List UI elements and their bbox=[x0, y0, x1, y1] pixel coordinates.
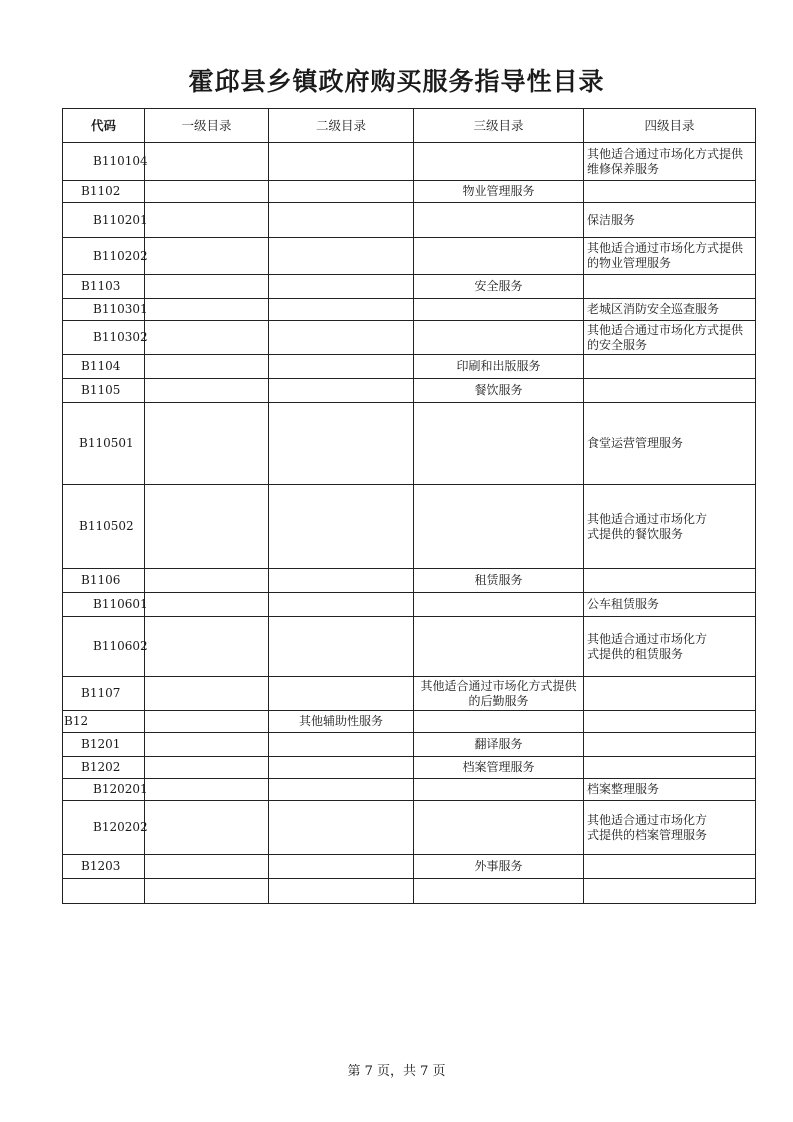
level4-cell: 食堂运营管理服务 bbox=[584, 403, 756, 485]
level1-cell bbox=[145, 779, 269, 801]
level4-cell bbox=[584, 757, 756, 779]
level1-cell bbox=[145, 879, 269, 904]
table-row bbox=[63, 181, 756, 203]
page-title: 霍邱县乡镇政府购买服务指导性目录 bbox=[188, 67, 605, 96]
level1-cell bbox=[145, 321, 269, 355]
table-row bbox=[63, 321, 756, 355]
code-cell: B110201 bbox=[63, 203, 145, 238]
level3-cell bbox=[414, 238, 584, 275]
level1-cell bbox=[145, 855, 269, 879]
level3-cell: 物业管理服务 bbox=[414, 181, 584, 203]
level3-cell: 其他适合通过市场化方式提供的后勤服务 bbox=[414, 677, 584, 711]
code-cell: B1107 bbox=[63, 677, 145, 711]
level2-cell bbox=[269, 143, 414, 181]
level2-cell bbox=[269, 321, 414, 355]
table-row bbox=[63, 593, 756, 617]
level3-cell bbox=[414, 617, 584, 677]
header-level3: 三级目录 bbox=[414, 109, 584, 143]
level2-cell bbox=[269, 275, 414, 299]
code-cell: B1201 bbox=[63, 733, 145, 757]
code-cell: B120202 bbox=[63, 801, 145, 855]
level3-cell bbox=[414, 779, 584, 801]
level2-cell bbox=[269, 617, 414, 677]
level2-cell bbox=[269, 593, 414, 617]
level1-cell bbox=[145, 711, 269, 733]
table-row bbox=[63, 379, 756, 403]
level4-cell: 其他适合通过市场化方式提供的物业管理服务 bbox=[584, 238, 756, 275]
level3-cell: 印刷和出版服务 bbox=[414, 355, 584, 379]
level4-cell bbox=[584, 181, 756, 203]
level2-cell bbox=[269, 403, 414, 485]
table-row bbox=[63, 617, 756, 677]
table-row bbox=[63, 733, 756, 757]
level4-cell: 老城区消防安全巡查服务 bbox=[584, 299, 756, 321]
level4-cell: 其他适合通过市场化方式提供的租赁服务 bbox=[584, 617, 756, 677]
code-cell: B1103 bbox=[63, 275, 145, 299]
level2-cell bbox=[269, 677, 414, 711]
table-row bbox=[63, 569, 756, 593]
level2-cell bbox=[269, 801, 414, 855]
code-cell: B110502 bbox=[63, 485, 145, 569]
level2-cell bbox=[269, 379, 414, 403]
code-cell: B120201 bbox=[63, 779, 145, 801]
level2-cell bbox=[269, 181, 414, 203]
code-cell: B110104 bbox=[63, 143, 145, 181]
level2-cell bbox=[269, 779, 414, 801]
level3-cell: 餐饮服务 bbox=[414, 379, 584, 403]
level2-cell bbox=[269, 203, 414, 238]
level4-cell bbox=[584, 733, 756, 757]
level1-cell bbox=[145, 733, 269, 757]
table-row bbox=[63, 879, 756, 904]
level4-cell bbox=[584, 879, 756, 904]
header-code: 代码 bbox=[63, 109, 145, 143]
level4-cell bbox=[584, 355, 756, 379]
code-cell: B110202 bbox=[63, 238, 145, 275]
level2-cell bbox=[269, 733, 414, 757]
header-level1: 一级目录 bbox=[145, 109, 269, 143]
code-cell: B110501 bbox=[63, 403, 145, 485]
level3-cell: 安全服务 bbox=[414, 275, 584, 299]
level4-cell bbox=[584, 711, 756, 733]
level3-cell bbox=[414, 321, 584, 355]
code-cell bbox=[63, 879, 145, 904]
level4-cell bbox=[584, 569, 756, 593]
level3-cell bbox=[414, 485, 584, 569]
level4-cell bbox=[584, 855, 756, 879]
level1-cell bbox=[145, 485, 269, 569]
level4-cell: 其他适合通过市场化方式提供的餐饮服务 bbox=[584, 485, 756, 569]
code-cell: B1104 bbox=[63, 355, 145, 379]
table-row bbox=[63, 801, 756, 855]
code-cell: B1203 bbox=[63, 855, 145, 879]
level4-cell: 其他适合通过市场化方式提供的档案管理服务 bbox=[584, 801, 756, 855]
table-row bbox=[63, 299, 756, 321]
code-cell: B110302 bbox=[63, 321, 145, 355]
table-header-row bbox=[63, 109, 756, 143]
level2-cell bbox=[269, 238, 414, 275]
code-cell: B1202 bbox=[63, 757, 145, 779]
level3-cell bbox=[414, 801, 584, 855]
level2-cell bbox=[269, 879, 414, 904]
level4-cell bbox=[584, 379, 756, 403]
level1-cell bbox=[145, 379, 269, 403]
code-cell: B1106 bbox=[63, 569, 145, 593]
level2-cell bbox=[269, 855, 414, 879]
level4-cell: 档案整理服务 bbox=[584, 779, 756, 801]
level1-cell bbox=[145, 677, 269, 711]
level3-cell bbox=[414, 593, 584, 617]
level4-cell: 其他适合通过市场化方式提供的安全服务 bbox=[584, 321, 756, 355]
level2-cell bbox=[269, 355, 414, 379]
level3-cell: 翻译服务 bbox=[414, 733, 584, 757]
code-cell: B110602 bbox=[63, 617, 145, 677]
level1-cell bbox=[145, 569, 269, 593]
code-cell: B12 bbox=[63, 711, 145, 733]
level1-cell bbox=[145, 181, 269, 203]
table-row bbox=[63, 143, 756, 181]
level3-cell bbox=[414, 403, 584, 485]
code-cell: B1105 bbox=[63, 379, 145, 403]
level3-cell bbox=[414, 203, 584, 238]
table-row bbox=[63, 238, 756, 275]
code-cell: B110301 bbox=[63, 299, 145, 321]
table-row bbox=[63, 203, 756, 238]
level3-cell bbox=[414, 879, 584, 904]
level1-cell bbox=[145, 275, 269, 299]
page-footer: 第 7 页，共 7 页 bbox=[347, 1064, 446, 1079]
level3-cell: 租赁服务 bbox=[414, 569, 584, 593]
level2-cell bbox=[269, 757, 414, 779]
table-row bbox=[63, 485, 756, 569]
level1-cell bbox=[145, 355, 269, 379]
level2-cell bbox=[269, 485, 414, 569]
level4-cell: 公车租赁服务 bbox=[584, 593, 756, 617]
table-row bbox=[63, 855, 756, 879]
code-cell: B110601 bbox=[63, 593, 145, 617]
level1-cell bbox=[145, 143, 269, 181]
level3-cell bbox=[414, 711, 584, 733]
level3-cell bbox=[414, 299, 584, 321]
level2-cell: 其他辅助性服务 bbox=[269, 711, 414, 733]
table-row bbox=[63, 355, 756, 379]
level1-cell bbox=[145, 617, 269, 677]
table-row bbox=[63, 403, 756, 485]
level4-cell bbox=[584, 677, 756, 711]
catalog-table bbox=[62, 108, 756, 904]
level1-cell bbox=[145, 403, 269, 485]
header-level2: 二级目录 bbox=[269, 109, 414, 143]
level4-cell: 其他适合通过市场化方式提供维修保养服务 bbox=[584, 143, 756, 181]
level1-cell bbox=[145, 203, 269, 238]
level3-cell: 外事服务 bbox=[414, 855, 584, 879]
table-row bbox=[63, 677, 756, 711]
level4-cell: 保洁服务 bbox=[584, 203, 756, 238]
table-row bbox=[63, 757, 756, 779]
level1-cell bbox=[145, 238, 269, 275]
level2-cell bbox=[269, 299, 414, 321]
level1-cell bbox=[145, 757, 269, 779]
level1-cell bbox=[145, 801, 269, 855]
level3-cell bbox=[414, 143, 584, 181]
level3-cell: 档案管理服务 bbox=[414, 757, 584, 779]
level4-cell bbox=[584, 275, 756, 299]
level1-cell bbox=[145, 593, 269, 617]
table-row bbox=[63, 711, 756, 733]
table-row bbox=[63, 779, 756, 801]
code-cell: B1102 bbox=[63, 181, 145, 203]
level2-cell bbox=[269, 569, 414, 593]
table-row bbox=[63, 275, 756, 299]
header-level4: 四级目录 bbox=[584, 109, 756, 143]
level1-cell bbox=[145, 299, 269, 321]
